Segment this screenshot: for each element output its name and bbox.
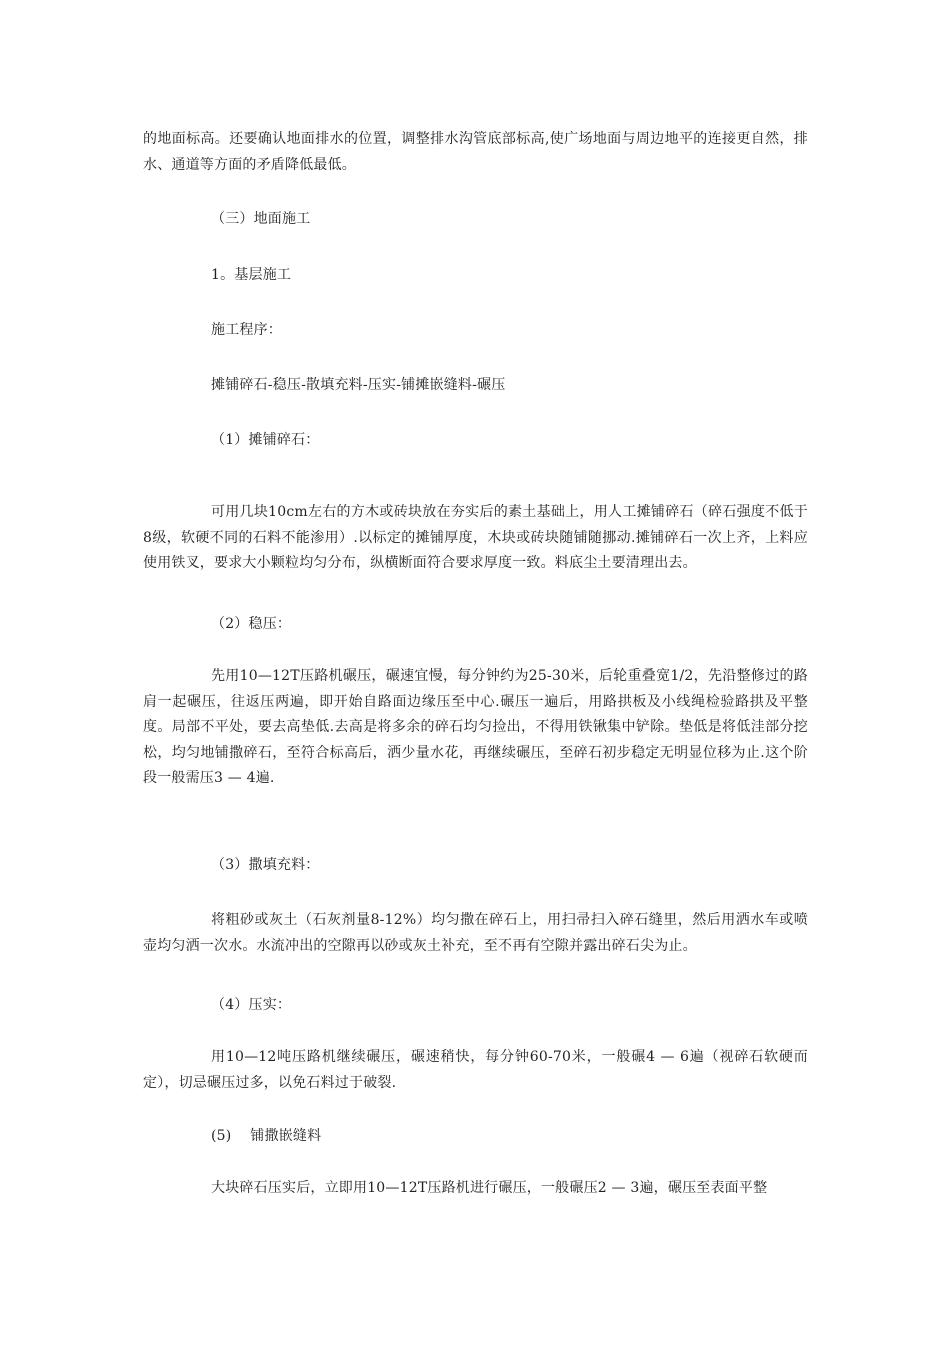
section-heading-ground-construction: （三）地面施工 — [211, 211, 311, 227]
step-heading-2: （2）稳压： — [211, 616, 292, 632]
paragraph-filler: 将粗砂或灰土（石灰剂量8-12%）均匀撒在碎石上，用扫帚扫入碎石缝里，然后用洒水车或喷壶均匀洒一次水。水流冲出的空隙再以砂或灰土补充，至不再有空隙并露出碎石尖为止。 — [143, 912, 808, 954]
paragraph-joint-filler: 大块碎石压实后，立即用10—12T压路机进行碾压，一般碾压2 — 3遍，碾压至表面平整 — [211, 1180, 768, 1196]
step-heading-3: （3）撒填充料： — [211, 857, 320, 873]
paragraph-spread-gravel: 可用几块10cm左右的方木或砖块放在夯实后的素土基础上，用人工摊铺碎石（碎石强度不低于8级，软硬不同的石料不能渗用）.以标定的摊铺厚度，木块或砖块随铺随挪动.摊铺碎石一次上齐，上料应使用铁叉，要求大小颗粒均匀分布，纵横断面符合要求厚度一致。料底尘土要清理出去。 — [143, 504, 808, 571]
step-heading-5: (5) 铺撒嵌缝料 — [211, 1128, 322, 1144]
paragraph-stabilize-rolling: 先用10—12T压路机碾压，碾速宜慢，每分钟约为25-30米，后轮重叠宽1/2，先沿整修过的路肩一起碾压，往返压两遍，即开始自路面边缘压至中心.碾压一遍后，用路拱板及小线绳检验路拱及平整度。局部不平处，要去高垫低.去高是将多余的碎石均匀捡出，不得用铁锹集中铲除。垫低是将低洼部分挖松，均匀地铺撒碎石，至符合标高后，洒少量水花，再继续碾压，至碎石初步稳定无明显位移为止.这个阶段一般需压3 — 4遍. — [143, 668, 808, 786]
step-heading-1: （1）摊铺碎石： — [211, 432, 320, 448]
paragraph-elevation-drainage: 的地面标高。还要确认地面排水的位置，调整排水沟管底部标高,使广场地面与周边地平的连接更自然，排水、通道等方面的矛盾降低最低。 — [143, 131, 808, 173]
step-heading-4: （4）压实： — [211, 997, 292, 1013]
procedure-steps: 摊铺碎石-稳压-散填充料-压实-铺摊嵌缝料-碾压 — [211, 377, 506, 393]
subheading-base-construction: 1。基层施工 — [211, 267, 292, 283]
paragraph-compaction: 用10—12吨压路机继续碾压，碾速稍快，每分钟60-70米，一般碾4 — 6遍（视碎石软硬而定），切忌碾压过多，以免石料过于破裂. — [143, 1049, 808, 1091]
label-construction-procedure: 施工程序： — [211, 322, 282, 338]
